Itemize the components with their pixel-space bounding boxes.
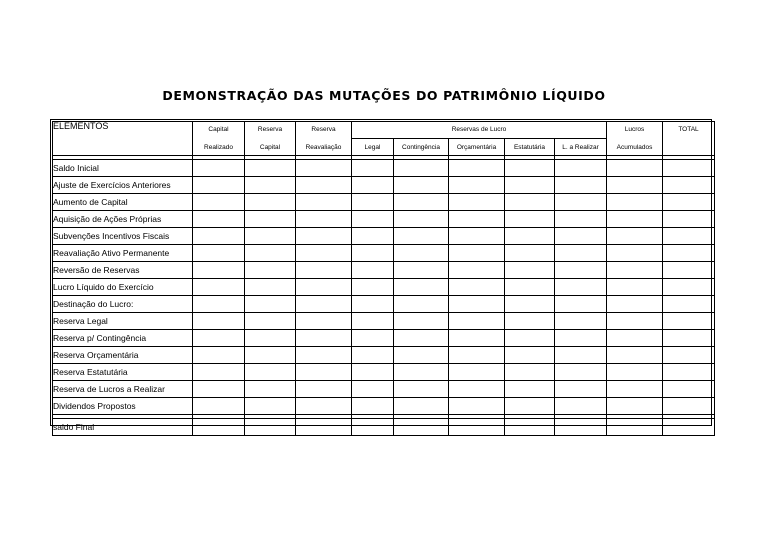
value-cell	[555, 381, 607, 398]
value-cell	[505, 262, 555, 279]
value-cell	[607, 296, 663, 313]
table-row	[53, 279, 715, 296]
value-cell	[663, 419, 715, 436]
table-row	[53, 296, 715, 313]
header-orcamentaria: Orçamentária	[449, 139, 505, 156]
value-cell	[394, 419, 449, 436]
value-cell	[505, 381, 555, 398]
table-row	[53, 228, 715, 245]
value-cell	[352, 228, 394, 245]
value-cell	[352, 160, 394, 177]
value-cell	[505, 228, 555, 245]
row-label: saldo Final	[53, 419, 193, 436]
row-label: Dividendos Propostos	[53, 398, 193, 415]
value-cell	[607, 313, 663, 330]
value-cell	[193, 228, 245, 245]
value-cell	[193, 381, 245, 398]
value-cell	[193, 419, 245, 436]
value-cell	[555, 279, 607, 296]
value-cell	[193, 330, 245, 347]
value-cell	[505, 194, 555, 211]
value-cell	[607, 262, 663, 279]
value-cell	[663, 177, 715, 194]
value-cell	[607, 245, 663, 262]
value-cell	[352, 296, 394, 313]
value-cell	[555, 228, 607, 245]
table-row	[53, 160, 715, 177]
value-cell	[193, 279, 245, 296]
value-cell	[296, 296, 352, 313]
value-cell	[394, 245, 449, 262]
value-cell	[663, 211, 715, 228]
elements-header: ELEMENTOS	[53, 122, 193, 156]
value-cell	[607, 211, 663, 228]
value-cell	[352, 262, 394, 279]
value-cell	[394, 296, 449, 313]
value-cell	[296, 364, 352, 381]
row-label: Aumento de Capital	[53, 194, 193, 211]
value-cell	[394, 313, 449, 330]
row-label: Reserva Legal	[53, 313, 193, 330]
value-cell	[245, 262, 296, 279]
value-cell	[505, 398, 555, 415]
equity-changes-table	[52, 121, 715, 436]
value-cell	[663, 313, 715, 330]
row-label: Destinação do Lucro:	[53, 296, 193, 313]
value-cell	[607, 177, 663, 194]
value-cell	[555, 245, 607, 262]
value-cell	[607, 347, 663, 364]
value-cell	[505, 296, 555, 313]
value-cell	[394, 160, 449, 177]
value-cell	[505, 245, 555, 262]
table-row	[53, 194, 715, 211]
value-cell	[449, 296, 505, 313]
value-cell	[449, 279, 505, 296]
value-cell	[245, 177, 296, 194]
row-label: Reserva de Lucros a Realizar	[53, 381, 193, 398]
value-cell	[296, 228, 352, 245]
value-cell	[449, 330, 505, 347]
value-cell	[663, 381, 715, 398]
header-capital-sub: Capital	[245, 139, 296, 156]
value-cell	[296, 347, 352, 364]
value-cell	[193, 177, 245, 194]
header-reavaliacao: Reavaliação	[296, 139, 352, 156]
value-cell	[245, 398, 296, 415]
header-realizado: Realizado	[193, 139, 245, 156]
value-cell	[394, 279, 449, 296]
header-capital: Capital	[193, 122, 245, 139]
value-cell	[193, 245, 245, 262]
value-cell	[607, 398, 663, 415]
value-cell	[245, 228, 296, 245]
table-body	[53, 160, 715, 415]
value-cell	[449, 364, 505, 381]
value-cell	[555, 262, 607, 279]
value-cell	[607, 419, 663, 436]
value-cell	[555, 177, 607, 194]
value-cell	[663, 160, 715, 177]
value-cell	[394, 364, 449, 381]
value-cell	[449, 262, 505, 279]
table-row	[53, 364, 715, 381]
value-cell	[555, 347, 607, 364]
value-cell	[245, 347, 296, 364]
value-cell	[607, 279, 663, 296]
value-cell	[352, 330, 394, 347]
table-row	[53, 398, 715, 415]
value-cell	[449, 381, 505, 398]
value-cell	[352, 211, 394, 228]
row-label: Subvenções Incentivos Fiscais	[53, 228, 193, 245]
value-cell	[449, 211, 505, 228]
value-cell	[352, 381, 394, 398]
value-cell	[663, 245, 715, 262]
value-cell	[505, 347, 555, 364]
value-cell	[663, 262, 715, 279]
value-cell	[505, 160, 555, 177]
value-cell	[193, 160, 245, 177]
value-cell	[607, 228, 663, 245]
value-cell	[449, 245, 505, 262]
value-cell	[663, 330, 715, 347]
value-cell	[607, 364, 663, 381]
table-row	[53, 177, 715, 194]
value-cell	[245, 279, 296, 296]
value-cell	[394, 330, 449, 347]
value-cell	[296, 194, 352, 211]
value-cell	[607, 194, 663, 211]
value-cell	[449, 313, 505, 330]
value-cell	[296, 330, 352, 347]
value-cell	[394, 262, 449, 279]
page-title: DEMONSTRAÇÃO DAS MUTAÇÕES DO PATRIMÔNIO LÍQUIDO	[162, 88, 606, 103]
value-cell	[352, 398, 394, 415]
value-cell	[449, 398, 505, 415]
value-cell	[394, 381, 449, 398]
value-cell	[296, 419, 352, 436]
row-label: Reavaliação Ativo Permanente	[53, 245, 193, 262]
value-cell	[245, 419, 296, 436]
value-cell	[296, 313, 352, 330]
value-cell	[663, 296, 715, 313]
value-cell	[193, 364, 245, 381]
value-cell	[296, 262, 352, 279]
table-row	[53, 245, 715, 262]
row-label: Saldo Inicial	[53, 160, 193, 177]
table-row	[53, 313, 715, 330]
header-contingencia: Contingência	[394, 139, 449, 156]
value-cell	[607, 381, 663, 398]
header-a-realizar: L. a Realizar	[555, 139, 607, 156]
value-cell	[352, 364, 394, 381]
value-cell	[296, 245, 352, 262]
value-cell	[193, 194, 245, 211]
value-cell	[607, 330, 663, 347]
value-cell	[296, 211, 352, 228]
header-reserva-reavaliacao: Reserva	[296, 122, 352, 139]
value-cell	[352, 347, 394, 364]
value-cell	[193, 211, 245, 228]
value-cell	[193, 398, 245, 415]
value-cell	[505, 313, 555, 330]
header-reservas-de-lucro: Reservas de Lucro	[352, 122, 607, 139]
value-cell	[394, 177, 449, 194]
header-lucros: Lucros	[607, 122, 663, 139]
value-cell	[296, 279, 352, 296]
value-cell	[663, 194, 715, 211]
table-row	[53, 347, 715, 364]
table-row	[53, 262, 715, 279]
value-cell	[193, 262, 245, 279]
value-cell	[449, 177, 505, 194]
table-row-saldo-final	[53, 419, 715, 436]
row-label: Reversão de Reservas	[53, 262, 193, 279]
value-cell	[607, 160, 663, 177]
value-cell	[555, 160, 607, 177]
row-label: Reserva p/ Contingência	[53, 330, 193, 347]
value-cell	[394, 194, 449, 211]
value-cell	[555, 330, 607, 347]
value-cell	[352, 245, 394, 262]
value-cell	[245, 296, 296, 313]
value-cell	[555, 296, 607, 313]
value-cell	[555, 211, 607, 228]
header-estatutaria: Estatutária	[505, 139, 555, 156]
row-label: Aquisição de Ações Próprias	[53, 211, 193, 228]
value-cell	[555, 194, 607, 211]
value-cell	[505, 177, 555, 194]
value-cell	[394, 347, 449, 364]
value-cell	[663, 279, 715, 296]
value-cell	[352, 313, 394, 330]
value-cell	[663, 364, 715, 381]
value-cell	[245, 364, 296, 381]
value-cell	[505, 279, 555, 296]
value-cell	[296, 160, 352, 177]
value-cell	[245, 160, 296, 177]
value-cell	[394, 398, 449, 415]
value-cell	[449, 194, 505, 211]
value-cell	[449, 160, 505, 177]
table-row	[53, 381, 715, 398]
value-cell	[555, 398, 607, 415]
value-cell	[296, 381, 352, 398]
row-label: Lucro Líquido do Exercício	[53, 279, 193, 296]
table-row	[53, 211, 715, 228]
value-cell	[449, 347, 505, 364]
header-reserva-capital: Reserva	[245, 122, 296, 139]
header-total: TOTAL	[663, 122, 715, 156]
value-cell	[245, 330, 296, 347]
value-cell	[394, 228, 449, 245]
value-cell	[352, 279, 394, 296]
header-legal: Legal	[352, 139, 394, 156]
value-cell	[505, 364, 555, 381]
value-cell	[394, 211, 449, 228]
value-cell	[245, 194, 296, 211]
value-cell	[663, 228, 715, 245]
value-cell	[245, 211, 296, 228]
value-cell	[505, 419, 555, 436]
value-cell	[352, 177, 394, 194]
value-cell	[505, 211, 555, 228]
value-cell	[505, 330, 555, 347]
value-cell	[296, 398, 352, 415]
value-cell	[193, 347, 245, 364]
row-label: Reserva Orçamentária	[53, 347, 193, 364]
row-label: Reserva Estatutária	[53, 364, 193, 381]
value-cell	[245, 245, 296, 262]
value-cell	[245, 313, 296, 330]
table-row	[53, 330, 715, 347]
value-cell	[193, 296, 245, 313]
value-cell	[193, 313, 245, 330]
value-cell	[555, 364, 607, 381]
value-cell	[352, 419, 394, 436]
value-cell	[555, 313, 607, 330]
value-cell	[663, 347, 715, 364]
value-cell	[449, 419, 505, 436]
header-acumulados: Acumulados	[607, 139, 663, 156]
value-cell	[449, 228, 505, 245]
value-cell	[296, 177, 352, 194]
value-cell	[245, 381, 296, 398]
value-cell	[352, 194, 394, 211]
value-cell	[555, 419, 607, 436]
value-cell	[663, 398, 715, 415]
row-label: Ajuste de Exercícios Anteriores	[53, 177, 193, 194]
